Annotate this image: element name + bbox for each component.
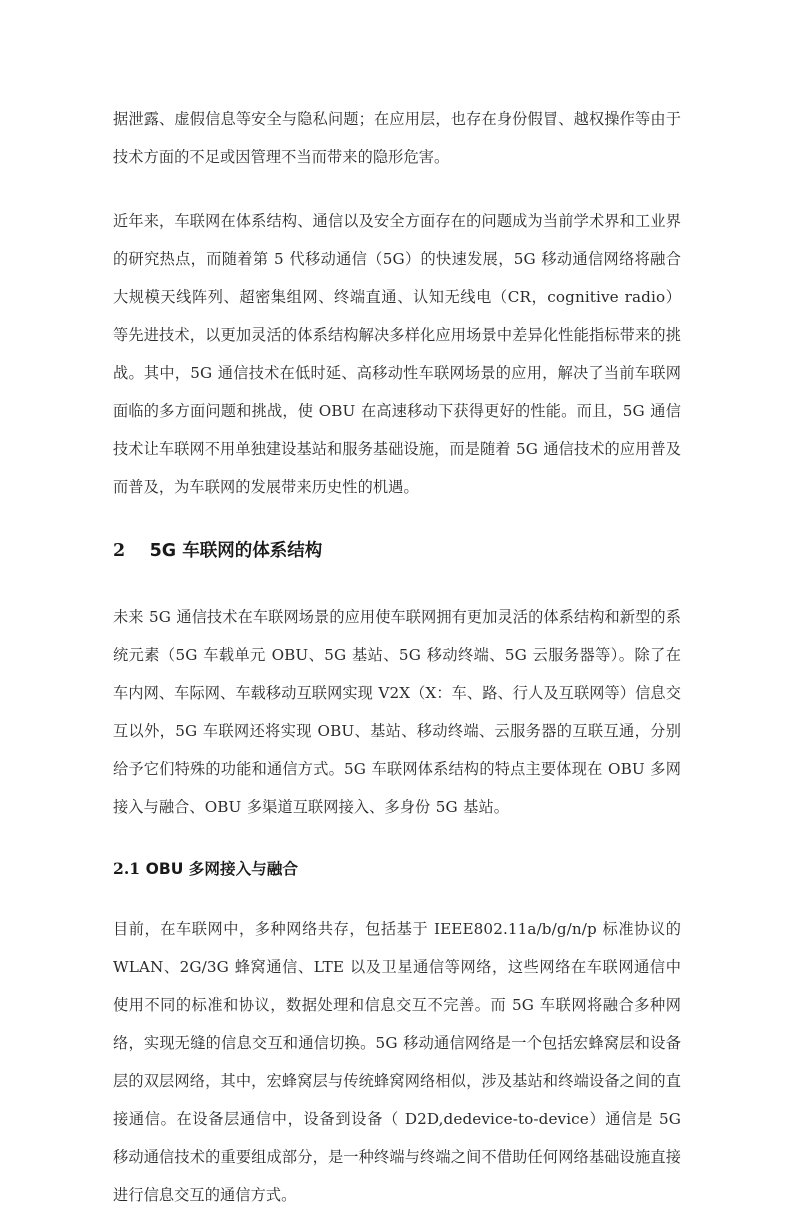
heading-section-2-label: 5G 车联网的体系结构 [149,541,323,561]
paragraph-5g-research-hotspot: 近年来，车联网在体系结构、通信以及安全方面存在的问题成为当前学术界和工业界的研究热点，而随着第 5 代移动通信（5G）的快速发展，5G 移动通信网络将融合大规模天线阵列、超密集组网、终端直通、认知无线电（CR，cognitive radio）等先进技术，以更加灵活的体系结构解决多样化应用场景中差异化性能指标带来的挑战。其中，5G 通信技术在低时延、高移动性车联网场景的应用，解决了当前车联网面临的多方面问题和挑战，使 OBU 在高速移动下获得更好的性能。而且，5G 通信技术让车联网不用单独建设基站和服务基础设施，而是随着 5G 通信技术的应用普及而普及，为车联网的发展带来历史性的机遇。 [113,212,681,496]
subheading-section-2-1 [113,852,681,886]
heading-section-2 [113,532,681,570]
paragraph-architecture-overview: 未来 5G 通信技术在车联网场景的应用使车联网拥有更加灵活的体系结构和新型的系统元素（5G 车载单元 OBU、5G 基站、5G 移动终端、5G 云服务器等）。除了在车内网、车际网、车载移动互联网实现 V2X（X：车、路、行人及互联网等）信息交互以外，5G 车联网还将实现 OBU、基站、移动终端、云服务器的互联互通，分别给予它们特殊的功能和通信方式。5G 车联网体系结构的特点主要体现在 OBU 多网接入与融合、OBU 多渠道互联网接入、多身份 5G 基站。 [113,608,681,816]
document-text-column [113,100,681,1214]
subheading-section-2-1-number: 2.1 [113,859,141,878]
subheading-section-2-1-label: OBU 多网接入与融合 [145,860,298,878]
heading-section-2-number: 2 [113,541,126,561]
paragraph-obu-multinetwork: 目前，在车联网中，多种网络共存，包括基于 IEEE802.11a/b/g/n/p 标准协议的 WLAN、2G/3G 蜂窝通信、LTE 以及卫星通信等网络，这些网络在车联网通信中使用不同的标准和协议，数据处理和信息交互不完善。而 5G 车联网将融合多种网络，实现无缝的信息交互和通信切换。5G 移动通信网络是一个包括宏蜂窝层和设备层的双层网络，其中，宏蜂窝层与传统蜂窝网络相似，涉及基站和终端设备之间的直接通信。在设备层通信中，设备到设备（ D2D,dedevice-to-device）通信是 5G 移动通信技术的重要组成部分，是一种终端与终端之间不借助任何网络基础设施直接进行信息交互的通信方式。 [113,920,681,1204]
paragraph-security-privacy: 据泄露、虚假信息等安全与隐私问题；在应用层，也存在身份假冒、越权操作等由于技术方面的不足或因管理不当而带来的隐形危害。 [113,110,681,166]
